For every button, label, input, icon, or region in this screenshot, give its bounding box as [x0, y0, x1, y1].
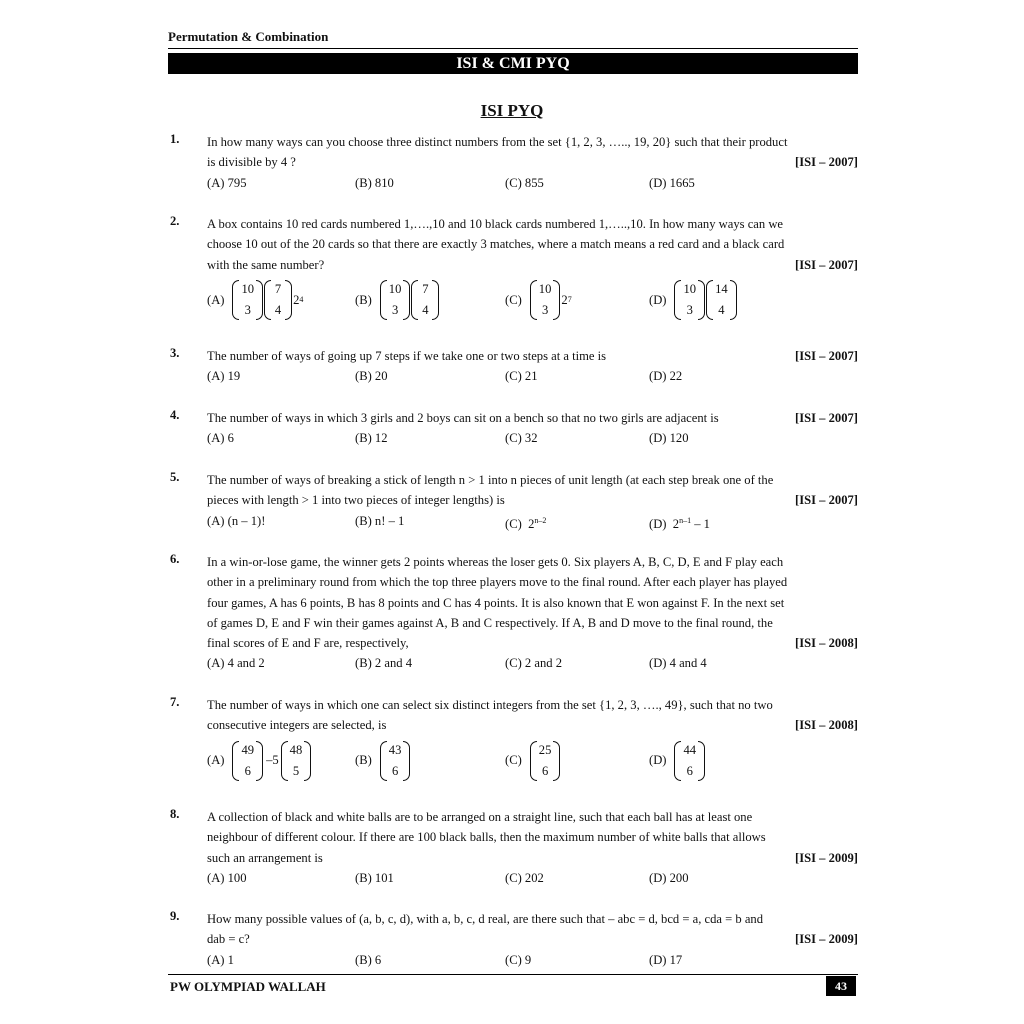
option-b: (B) n! – 1	[355, 513, 405, 528]
question-text: dab = c?	[207, 932, 250, 947]
option-b: (B) 810	[355, 175, 394, 190]
question-text: The number of ways of going up 7 steps if we take one or two steps at a time is	[207, 349, 607, 363]
option-a: (A) 10 3 7 4 2 4	[207, 277, 303, 323]
option-b: (B) 43 6	[355, 738, 411, 784]
question-number: 1.	[170, 132, 180, 146]
binomial: 44 6	[674, 741, 705, 781]
option-d: (D) 10 3 14 4	[649, 277, 738, 323]
option-d: (D) 200	[649, 870, 689, 885]
question-text: In how many ways can you choose three distinct numbers from the set {1, 2, 3, ….., 19, 20} such that their product	[207, 135, 788, 149]
question-text: In a win-or-lose game, the winner gets 2 points whereas the loser gets 0. Six players A, B, C, D, E and F play each	[207, 555, 784, 569]
binomial: 14 4	[706, 280, 737, 320]
binomial: 10 3	[380, 280, 411, 320]
option-a: (A) (n – 1)!	[207, 513, 266, 528]
option-d: (D) 1665	[649, 175, 695, 190]
option-d: (D) 22	[649, 369, 683, 384]
question-text: is divisible by 4 ?	[207, 155, 296, 170]
option-c: (C) 2 and 2	[505, 656, 563, 671]
header-rule	[168, 48, 858, 49]
question-text: of games D, E and F win their games against A, B and C respectively. If A, B and D move to the final round, the	[207, 615, 773, 630]
source-tag: [ISI – 2007]	[795, 411, 858, 425]
source-tag: [ISI – 2009]	[795, 932, 858, 947]
binomial: 7 4	[411, 280, 439, 320]
question-text: four games, A has 6 points, B has 8 points and C has 4 points. It is also known that E won against F. In the next set	[207, 595, 785, 610]
option-d: (D) 44 6	[649, 738, 706, 784]
option-b: (B) 2 and 4	[355, 656, 413, 671]
source-tag: [ISI – 2007]	[795, 493, 858, 508]
option-b: (B) 6	[355, 952, 382, 967]
question-text: final scores of E and F are, respectively,	[207, 636, 409, 651]
binomial: 25 6	[530, 741, 561, 781]
binomial: 43 6	[380, 741, 411, 781]
binomial: 49 6	[232, 741, 263, 781]
question-text: The number of ways in which one can select six distinct integers from the set {1, 2, 3, …., 49}, such that no two	[207, 698, 773, 712]
source-tag: [ISI – 2008]	[795, 718, 858, 733]
option-b: (B) 101	[355, 870, 394, 885]
option-a: (A) 49 6 –5 48 5	[207, 738, 312, 784]
option-c: (C) 2$^{n-2}$	[505, 515, 547, 531]
option-c: (C) 10 3 2 7	[505, 277, 572, 323]
option-c: (C) 9	[505, 952, 532, 967]
running-title: Permutation & Combination	[168, 29, 329, 44]
option-b: (B) 20	[355, 369, 388, 384]
section-title: ISI PYQ	[480, 101, 544, 120]
option-a: (A) 795	[207, 175, 247, 190]
question-text: other in a preliminary round from which the top three players move to the final round. After each player has played	[207, 575, 788, 590]
page-number: 43	[826, 976, 856, 996]
option-c: (C) 855	[505, 175, 544, 190]
question-number: 4.	[170, 408, 180, 422]
question-text: How many possible values of (a, b, c, d), with a, b, c, d real, are there such that – abc = d, bcd = a, cda = b and	[207, 912, 764, 926]
binomial: 48 5	[281, 741, 312, 781]
question-text: A collection of black and white balls are to be arranged on a straight line, such that each ball has at least one	[207, 810, 753, 824]
question-text: such an arrangement is	[207, 850, 323, 865]
footer-rule	[168, 974, 858, 975]
option-c: (C) 202	[505, 870, 544, 885]
option-d: (D) 4 and 4	[649, 656, 707, 671]
option-c: (C) 25 6	[505, 738, 561, 784]
question-number: 3.	[170, 346, 180, 360]
option-d: (D) 2$^{n-1}$ – 1	[649, 515, 710, 531]
option-a: (A) 100	[207, 870, 247, 885]
question-text: choose 10 out of the 20 cards so that there are exactly 3 matches, where a match means a red card and a black card	[207, 237, 785, 252]
question-text: consecutive integers are selected, is	[207, 718, 387, 733]
source-tag: [ISI – 2009]	[795, 850, 858, 865]
binomial: 10 3	[674, 280, 705, 320]
question-text: with the same number?	[207, 257, 325, 272]
question-text: pieces with length > 1 into two pieces of integer lengths) is	[207, 493, 505, 508]
question-number: 8.	[170, 807, 180, 821]
question-text: The number of ways in which 3 girls and 2 boys can sit on a bench so that no two girls are adjacent is	[207, 411, 719, 425]
option-b: (B) 12	[355, 431, 388, 446]
source-tag: [ISI – 2007]	[795, 349, 858, 363]
option-b: (B) 10 3 7 4	[355, 277, 440, 323]
option-a: (A) 4 and 2	[207, 656, 265, 671]
source-tag: [ISI – 2007]	[795, 257, 858, 272]
question-number: 5.	[170, 470, 180, 484]
question-number: 6.	[170, 552, 180, 566]
option-a: (A) 1	[207, 952, 234, 967]
option-d: (D) 120	[649, 431, 689, 446]
question-text: A box contains 10 red cards numbered 1,….,10 and 10 black cards numbered 1,…..,10. In how many ways can we	[207, 217, 784, 231]
question-number: 2.	[170, 214, 180, 228]
banner-title: ISI & CMI PYQ	[168, 53, 858, 74]
question-number: 9.	[170, 909, 180, 923]
source-tag: [ISI – 2008]	[795, 636, 858, 651]
option-a: (A) 19	[207, 369, 241, 384]
question-number: 7.	[170, 695, 180, 709]
binomial: 10 3	[530, 280, 561, 320]
option-a: (A) 6	[207, 431, 234, 446]
question-text: neighbour of different colour. If there are 100 black balls, then the maximum number of white balls that allows	[207, 830, 766, 845]
footer-brand: PW OLYMPIAD WALLAH	[170, 979, 326, 994]
option-d: (D) 17	[649, 952, 683, 967]
source-tag: [ISI – 2007]	[795, 155, 858, 170]
binomial: 7 4	[264, 280, 292, 320]
binomial: 10 3	[232, 280, 263, 320]
question-text: The number of ways of breaking a stick of length n > 1 into n pieces of unit length (at each step break one of the	[207, 473, 774, 487]
option-c: (C) 32	[505, 431, 538, 446]
option-c: (C) 21	[505, 369, 538, 384]
